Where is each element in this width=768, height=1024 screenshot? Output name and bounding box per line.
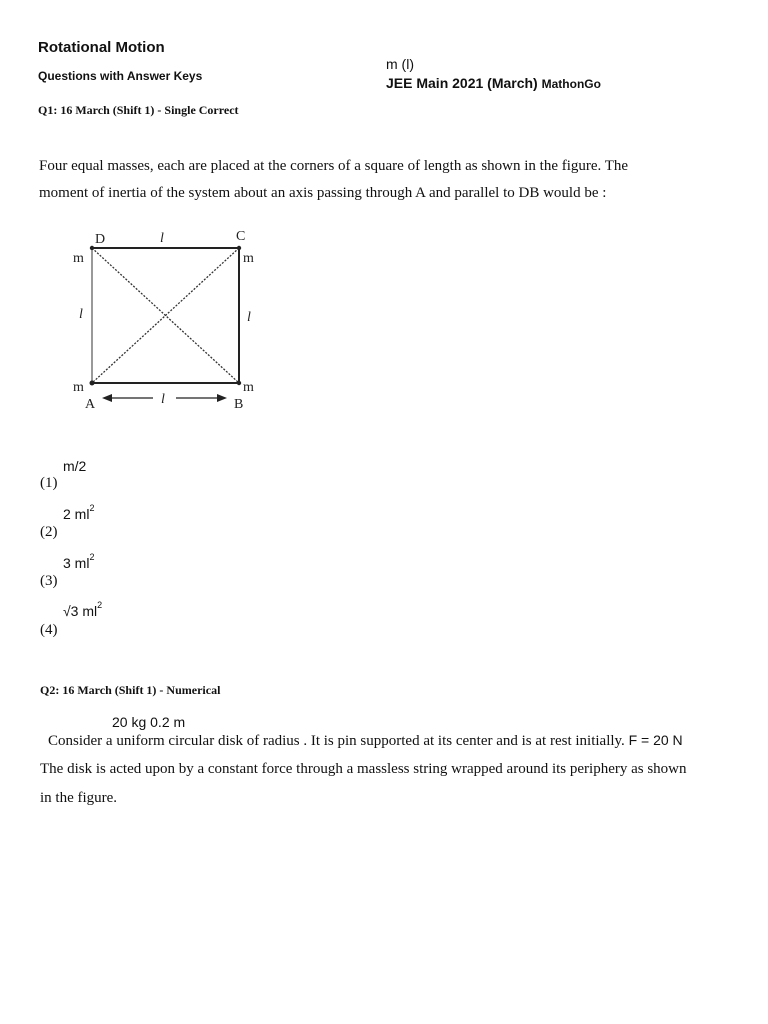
q2-text-line3: in the figure. — [40, 790, 118, 806]
corner-label-b: B — [234, 397, 244, 412]
q2-text-line1: Consider a uniform circular disk of radius . It is pin supported at its center and is at rest initially. — [48, 733, 625, 749]
mass-label-a: m — [73, 380, 84, 395]
q2-heading: Q2: 16 March (Shift 1) - Numerical — [40, 683, 221, 697]
length-label-right: l — [247, 310, 251, 325]
header-symbol-line: m (l) — [386, 56, 414, 72]
arrow-head-right — [217, 394, 227, 402]
square-masses-figure — [66, 225, 266, 415]
option-3-number: (3) — [40, 573, 58, 589]
q1-heading: Q1: 16 March (Shift 1) - Single Correct — [38, 103, 239, 117]
mass-label-c: m — [243, 251, 254, 266]
option-4-formula: √3 $ml^2$ — [63, 600, 103, 619]
q2-text-line2: The disk is acted upon by a constant force through a massless string wrapped around its periphery as shown — [40, 761, 687, 777]
brand-name: MathonGo — [541, 77, 601, 91]
exam-name: JEE Main 2021 (March) — [386, 75, 538, 91]
q1-text-line1: Four equal masses, each are placed at the corners of a square of length as shown in the figure. The — [39, 158, 629, 174]
option-3-formula: 3 $ml^2$ — [63, 552, 95, 571]
mass-point-d — [90, 246, 94, 250]
exam-header — [386, 75, 601, 91]
length-label-top: l — [160, 231, 164, 246]
arrow-head-left — [102, 394, 112, 402]
q1-text-line2: moment of inertia of the system about an axis passing through A and parallel to DB would be : — [39, 185, 607, 201]
option-1-number: (1) — [40, 475, 58, 491]
mass-point-a — [90, 381, 95, 386]
q2-text-line1-row — [48, 732, 683, 750]
option-2-number: (2) — [40, 524, 58, 540]
corner-label-d: D — [95, 232, 106, 247]
mass-label-d: m — [73, 251, 84, 266]
document-subtitle: Questions with Answer Keys — [38, 69, 203, 83]
length-label-bottom: l — [161, 392, 165, 407]
mass-label-b: m — [243, 380, 254, 395]
option-4-number: (4) — [40, 622, 58, 638]
option-2-formula: 2 $ml^2$ — [63, 503, 95, 522]
option-1-formula: m/2 — [63, 458, 87, 474]
q2-force: F = 20 N — [628, 732, 683, 748]
corner-label-a: A — [85, 397, 96, 412]
q2-values-line: 20 kg 0.2 m — [112, 714, 186, 730]
corner-label-c: C — [236, 229, 246, 244]
mass-point-c — [237, 246, 241, 250]
document-title: Rotational Motion — [38, 39, 165, 56]
length-label-left: l — [79, 307, 83, 322]
mass-point-b — [237, 381, 241, 385]
